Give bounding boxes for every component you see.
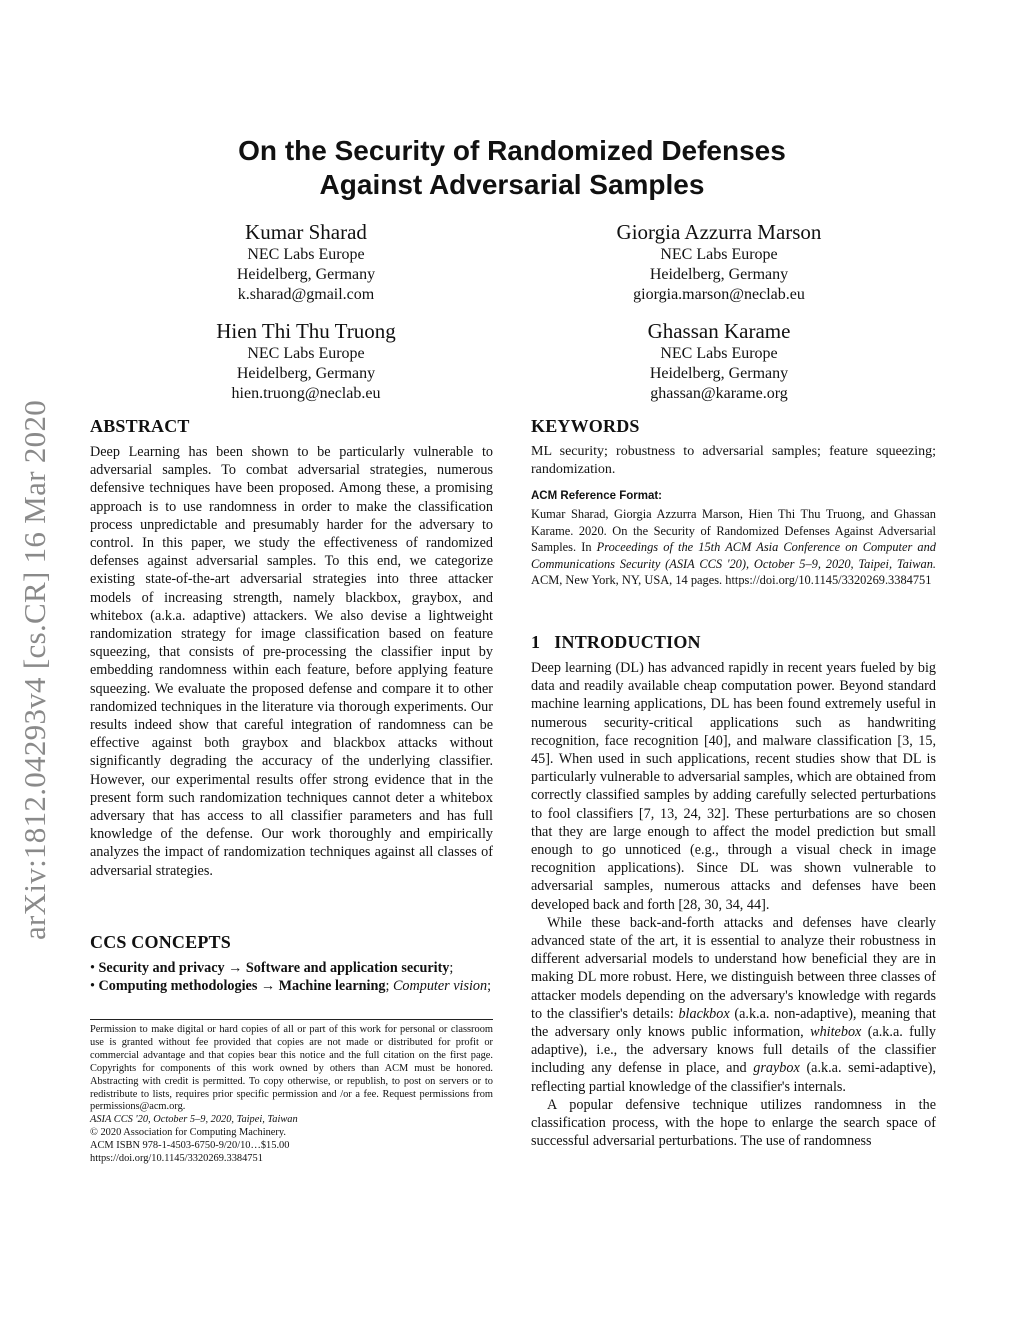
- acm-reference-text: [531, 506, 936, 589]
- term-blackbox: blackbox: [678, 1005, 730, 1022]
- ccs-term: Computing methodologies: [98, 978, 258, 995]
- acm-ref-proceedings: Proceedings of the 15th ACM Asia Conference on Computer and Communications Security (ASIA CCS '20), October 5–9, 2020, Taipei, Taiwan.: [531, 540, 936, 571]
- arrow-icon: →: [228, 960, 243, 976]
- term-graybox: graybox: [753, 1060, 800, 1077]
- author-block-3: [146, 318, 466, 404]
- author-block-4: [559, 318, 879, 404]
- author-name: Giorgia Azzurra Marson: [616, 220, 822, 244]
- acm-reference-section: [531, 489, 936, 589]
- term-whitebox: whitebox: [810, 1024, 862, 1041]
- author-org: NEC Labs Europe: [247, 345, 365, 362]
- author-block-2: [559, 219, 879, 305]
- isbn-line: ACM ISBN 978-1-4503-6750-9/20/10…$15.00: [90, 1140, 290, 1152]
- arxiv-identifier: arXiv:1812.04293v4 [cs.CR] 16 Mar 2020: [17, 399, 52, 940]
- footnote-block: [90, 1024, 493, 1166]
- arrow-icon: →: [260, 978, 276, 995]
- copyright-line: © 2020 Association for Computing Machinery.: [90, 1127, 286, 1139]
- ccs-heading: CCS CONCEPTS: [90, 932, 231, 952]
- keywords-heading: KEYWORDS: [531, 416, 640, 436]
- introduction-body: [531, 659, 936, 1150]
- ccs-term: Computer vision: [392, 978, 488, 995]
- keywords-text: ML security; robustness to adversarial samples; feature squeezing; randomization.: [531, 444, 936, 478]
- ccs-term: Software and application security: [245, 960, 450, 976]
- bullet: •: [90, 960, 95, 976]
- author-email: k.sharad@gmail.com: [237, 286, 375, 303]
- ccs-item-2: • Computing methodologies → Machine learning; Computer vision;: [90, 978, 492, 995]
- author-location: Heidelberg, Germany: [236, 266, 376, 283]
- author-block-1: [146, 219, 466, 305]
- author-name: Ghassan Karame: [647, 319, 791, 343]
- ccs-concepts-section: [90, 931, 493, 996]
- footnote-rule: [90, 1019, 493, 1020]
- title-line-2: Against Adversarial Samples: [319, 169, 705, 200]
- author-email: giorgia.marson@neclab.eu: [633, 286, 805, 303]
- ccs-item-1: • Security and privacy → Software and application security;: [90, 960, 454, 976]
- intro-paragraph-3: A popular defensive technique utilizes randomness in the classification process, with the hope to enlarge the search space of successful adversarial perturbations. The use of randomness: [531, 1096, 936, 1150]
- author-org: NEC Labs Europe: [247, 246, 365, 263]
- doi-link[interactable]: https://doi.org/10.1145/3320269.3384751: [90, 1153, 263, 1165]
- acm-ref-publisher: ACM, New York, NY, USA, 14 pages. https://doi.org/10.1145/3320269.3384751: [531, 573, 932, 588]
- paper-title: [150, 134, 874, 202]
- bullet: •: [90, 978, 95, 995]
- author-location: Heidelberg, Germany: [649, 266, 789, 283]
- acm-reference-heading: ACM Reference Format:: [531, 490, 662, 502]
- introduction-heading: 1 INTRODUCTION: [531, 632, 701, 652]
- intro-paragraph-1: Deep learning (DL) has advanced rapidly in recent years fueled by big data and readily available cheap computation power. Beyond standard machine learning applications, DL has been found extremely useful in numerous security-critical applications such as handwriting recognition, face recognition [40], and malware classification [3, 15, 45]. When used in such applications, recent studies show that DL is particularly vulnerable to adversarial samples, which are obtained from correctly classified samples by adding carefully selected perturbations to fool classifiers [7, 13, 24, 32]. These perturbations are so chosen that they are large enough to affect the model prediction but small enough to go unnoticed (e.g., through a visual check in image recognition applications). Since DL was shown vulnerable to adversarial samples, numerous attacks and defenses have been developed back and forth [28, 30, 34, 44].: [531, 660, 936, 913]
- author-name: Hien Thi Thu Truong: [216, 319, 396, 343]
- author-org: NEC Labs Europe: [660, 246, 778, 263]
- abstract-heading: ABSTRACT: [90, 416, 190, 436]
- introduction-section: [531, 631, 936, 1150]
- permission-notice: Permission to make digital or hard copies of all or part of this work for personal or classroom use is granted without fee provided that copies are not made or distributed for profit or commercial advantage and that copies bear this notice and the full citation on the first page. Copyrights for components of this work owned by others than ACM must be honored. Abstracting with credit is permitted. To copy otherwise, or republish, to post on servers or to redistribute to lists, requires prior specific permission and /or a fee. Request permissions from permissions@acm.org.: [90, 1024, 493, 1113]
- author-location: Heidelberg, Germany: [236, 365, 376, 382]
- abstract-text: Deep Learning has been shown to be particularly vulnerable to adversarial samples. To combat adversarial strategies, numerous defensive techniques have been proposed. Among these, a promising approach is to use randomness in order to make the classification process unpredictable and presumably harder for the adversary to control. In this paper, we study the effectiveness of randomized defenses against adversarial samples. To this end, we categorize existing state-of-the-art adversarial strategies into three attacker models of increasing strength, namely blackbox, graybox, and whitebox (a.k.a. adaptive) attackers. We also devise a lightweight randomization strategy for image classification based on feature squeezing, that consists of pre-processing the classifier input by embedding randomness within each feature, before applying feature squeezing. We evaluate the proposed defense and compare it to other randomized techniques in the literature via thorough experiments. Our results indeed show that careful integration of randomness can be effective against both graybox and blackbox attacks without significantly degrading the accuracy of the underlying classifier. However, our experimental results offer strong evidence that in the present form such randomization techniques cannot deter a whitebox adversary that has access to all classifier parameters and has full knowledge of the defense. Our work thoroughly and empirically analyzes the impact of randomization techniques against all classes of adversarial strategies.: [90, 444, 493, 879]
- author-name: Kumar Sharad: [245, 220, 367, 244]
- author-org: NEC Labs Europe: [660, 345, 778, 362]
- author-email: hien.truong@neclab.eu: [231, 385, 381, 402]
- ccs-term: Machine learning: [278, 978, 386, 995]
- keywords-section: [531, 415, 936, 479]
- author-email: ghassan@karame.org: [650, 385, 788, 402]
- intro-paragraph-2: While these back-and-forth attacks and defenses have clearly advanced state of the art, it is essential to analyze their robustness in different adversarial models to understand how beneficial they are in making DL more robust. Here, we distinguish between three classes of attacker models depending on the adversary's knowledge with regards to the classifier's details: blackbox (a.k.a. non-adaptive), meaning that the adversary only knows public information, whitebox (a.k.a. fully adaptive), i.e., the adversary knows full details of the classifier including any defense in place, and graybox (a.k.a. semi-adaptive), reflecting partial knowledge of the classifier's internals.: [531, 914, 936, 1095]
- acm-ref-authors: Kumar Sharad, Giorgia Azzurra Marson, Hien Thi Thu Truong, and Ghassan Karame. 2020. On the Security of Randomized Defenses Against Adversarial Samples. In: [531, 507, 936, 555]
- author-location: Heidelberg, Germany: [649, 365, 789, 382]
- venue-line: ASIA CCS '20, October 5–9, 2020, Taipei, Taiwan: [90, 1114, 298, 1126]
- title-line-1: On the Security of Randomized Defenses: [238, 135, 786, 166]
- abstract-section: [90, 415, 493, 880]
- ccs-term: Security and privacy: [98, 960, 225, 976]
